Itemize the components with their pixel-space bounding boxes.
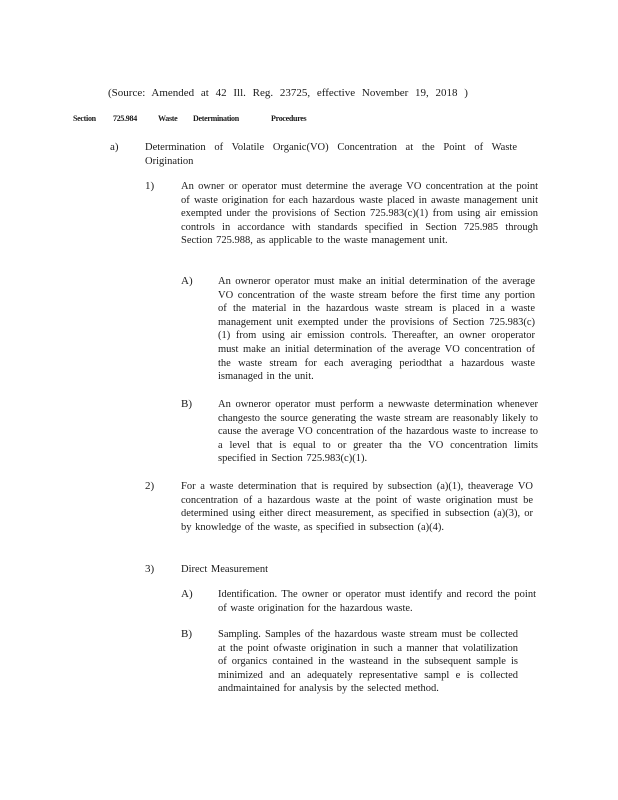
section-title-word-3: Procedures bbox=[271, 114, 307, 123]
section-number: 725.984 bbox=[113, 114, 137, 123]
subsection-a1A-label: A) bbox=[181, 275, 193, 287]
subsection-a1B-text: An owneror operator must perform a newwaste determination whenever changesto the source generating the waste stream are reasonably likely to cause the average VO concentration of the hazardous waste to increase to a level that is equal to or greater tha the VO concentration limits specified in Section 725.983(c)(1). bbox=[218, 399, 538, 465]
section-title-word-1: Waste bbox=[158, 114, 178, 123]
subsection-a3A-label: A) bbox=[181, 588, 193, 600]
section-title-word-2: Determination bbox=[193, 114, 239, 123]
subsection-a-label: a) bbox=[110, 141, 119, 153]
section-word: Section bbox=[73, 114, 96, 123]
subsection-a2-label: 2) bbox=[145, 480, 155, 492]
subsection-a1-text: An owner or operator must determine the average VO concentration at the point of waste origination for each hazardous waste placed in awaste management unit exempted under the provisions of Section 725.983(c)(1) from using air emission controls in accordance with standards specified in Section 725.985 through Section 725.988, as applicable to the waste management unit. bbox=[181, 181, 538, 247]
subsection-a3A-text: Identification. The owner or operator must identify and record the point of waste origination for the hazardous waste. bbox=[218, 589, 536, 614]
subsection-a3-heading: Direct Measurement bbox=[181, 564, 269, 575]
subsection-a2-text: For a waste determination that is required by subsection (a)(1), theaverage VO concentration of a hazardous waste at the point of waste origination must be determined using either direct measurement, as specified in subsection (a)(3), or by knowledge of the waste, as specified in subsection (a)(4). bbox=[181, 481, 533, 533]
subsection-a3-label: 3) bbox=[145, 563, 155, 575]
subsection-a3B-label: B) bbox=[181, 628, 192, 640]
subsection-a1B-label: B) bbox=[181, 398, 192, 410]
subsection-a3B-text: Sampling. Samples of the hazardous waste stream must be collected at the point ofwaste origination in such a manner that volatilization of organics contained in the wasteand in the subsequent sample is minimized and an adequately representative sampl e is collected andmaintained for analysis by the selected method. bbox=[218, 629, 518, 695]
source-note: (Source: Amended at 42 Ill. Reg. 23725, effective November 19, 2018 ) bbox=[108, 87, 468, 99]
subsection-a1A-text: An owneror operator must make an initial determination of the average VO concentration of the waste stream before the first time any portion of the material in the hazardous waste stream is placed in a waste management unit exempted under the provisions of Section 725.983(c)(1) from using air emission controls. Thereafter, an owner oroperator must make an initial determination of the average VO concentration of the waste stream for each averaging periodthat a hazardous waste ismanaged in the unit. bbox=[218, 276, 535, 383]
subsection-a1-label: 1) bbox=[145, 180, 155, 192]
subsection-a-text: Determination of Volatile Organic(VO) Concentration at the Point of Waste Origination bbox=[145, 142, 517, 167]
